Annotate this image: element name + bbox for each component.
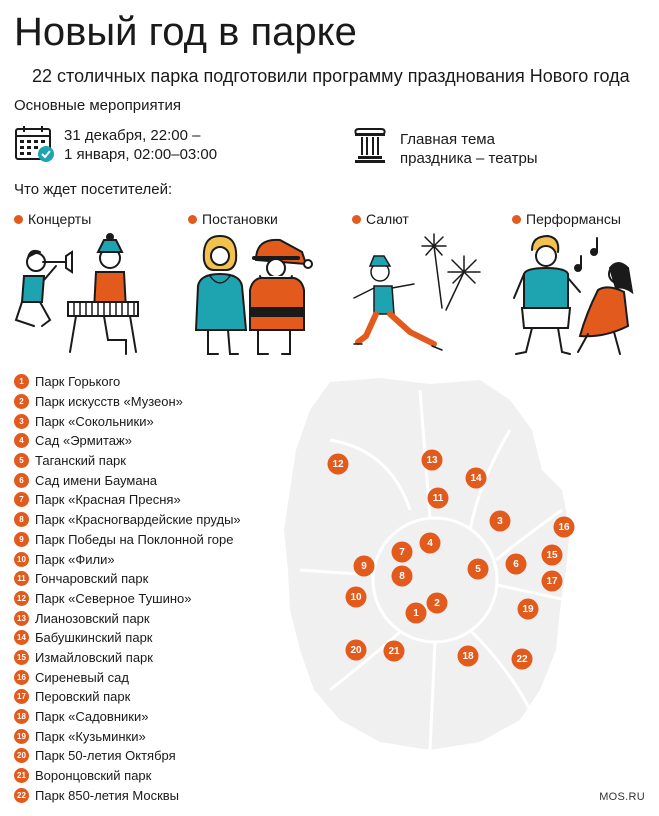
fireworks-illustration [344,232,494,362]
list-item: 13 Лианозовский парк [14,608,264,628]
map-marker-label: 6 [513,559,519,570]
page-subtitle: 22 столичных парка подготовили программу празднования Нового года [32,66,630,86]
events-heading: Основные мероприятия [14,97,182,114]
map-marker-8 [392,566,413,587]
map-marker-3 [490,511,511,532]
map-marker-label: 5 [475,564,481,575]
concert-illustration [10,230,150,360]
map-marker-6 [506,554,527,575]
list-item: 22 Парк 850-летия Москвы [14,785,264,805]
category-performances: Перформансы [512,210,621,228]
calendar-icon [14,124,56,164]
map-marker-19 [518,599,539,620]
map-marker-label: 14 [470,473,482,484]
map-marker-label: 7 [399,547,405,558]
map-marker-label: 1 [413,608,419,619]
map-marker-label: 18 [462,651,474,662]
map-marker-11 [428,488,449,509]
source-credit: MOS.RU [599,791,645,803]
map-marker-label: 2 [434,598,440,609]
dancing-illustration [508,228,648,363]
map-marker-7 [392,542,413,563]
event-date: 31 декабря, 22:00 – 1 января, 02:00–03:00 [64,127,218,163]
map-marker-label: 19 [522,604,534,615]
map-marker-18 [458,646,479,667]
map-marker-label: 21 [388,646,400,657]
performance-illustration [190,230,320,360]
map-marker-22 [512,649,533,670]
map-marker-1 [406,603,427,624]
list-item: 11 Гончаровский парк [14,569,264,589]
map-marker-label: 20 [350,645,362,656]
park-list [14,372,264,805]
map-marker-10 [346,587,367,608]
list-item: 21 Воронцовский парк [14,766,264,786]
map-marker-label: 10 [350,592,362,603]
map-marker-label: 3 [497,516,503,527]
map-marker-label: 8 [399,571,405,582]
list-item: 1 Парк Горького [14,372,264,392]
column-icon [352,126,388,164]
moscow-map [270,370,605,775]
map-marker-label: 11 [432,493,444,504]
map-marker-label: 16 [558,522,570,533]
map-marker-4 [420,533,441,554]
map-marker-9 [354,556,375,577]
map-marker-13 [422,450,443,471]
list-item: 18 Парк «Садовники» [14,707,264,727]
list-item: 4 Сад «Эрмитаж» [14,431,264,451]
list-item: 9 Парк Победы на Поклонной горе [14,530,264,550]
map-marker-5 [468,559,489,580]
holiday-theme: Главная тема праздника – театры [400,131,538,167]
list-item: 17 Перовский парк [14,687,264,707]
list-item: 19 Парк «Кузьминки» [14,726,264,746]
list-item: 8 Парк «Красногвардейские пруды» [14,510,264,530]
list-item: 20 Парк 50-летия Октября [14,746,264,766]
map-marker-label: 15 [546,550,558,561]
category-fireworks: Салют [352,210,409,228]
list-item: 14 Бабушкинский парк [14,628,264,648]
list-item: 2 Парк искусств «Музеон» [14,392,264,412]
list-item: 5 Таганский парк [14,451,264,471]
list-item: 3 Парк «Сокольники» [14,411,264,431]
map-marker-label: 13 [426,455,438,466]
list-item: 10 Парк «Фили» [14,549,264,569]
map-marker-17 [542,571,563,592]
list-item: 12 Парк «Северное Тушино» [14,589,264,609]
map-marker-label: 22 [516,654,528,665]
list-item: 15 Измайловский парк [14,648,264,668]
map-marker-16 [554,517,575,538]
map-marker-label: 17 [546,576,558,587]
map-marker-20 [346,640,367,661]
map-city-area [284,378,570,750]
category-concerts: Концерты [14,210,91,228]
page-title: Новый год в парке [14,10,357,54]
map-marker-15 [542,545,563,566]
map-marker-2 [427,593,448,614]
category-shows: Постановки [188,210,278,228]
list-item: 7 Парк «Красная Пресня» [14,490,264,510]
visitors-heading: Что ждет посетителей: [14,181,173,198]
list-item: 6 Сад имени Баумана [14,470,264,490]
map-marker-12 [328,454,349,475]
map-marker-21 [384,641,405,662]
list-item: 16 Сиреневый сад [14,667,264,687]
map-marker-label: 4 [427,538,433,549]
map-marker-14 [466,468,487,489]
map-marker-label: 12 [332,459,344,470]
map-marker-label: 9 [361,561,367,572]
